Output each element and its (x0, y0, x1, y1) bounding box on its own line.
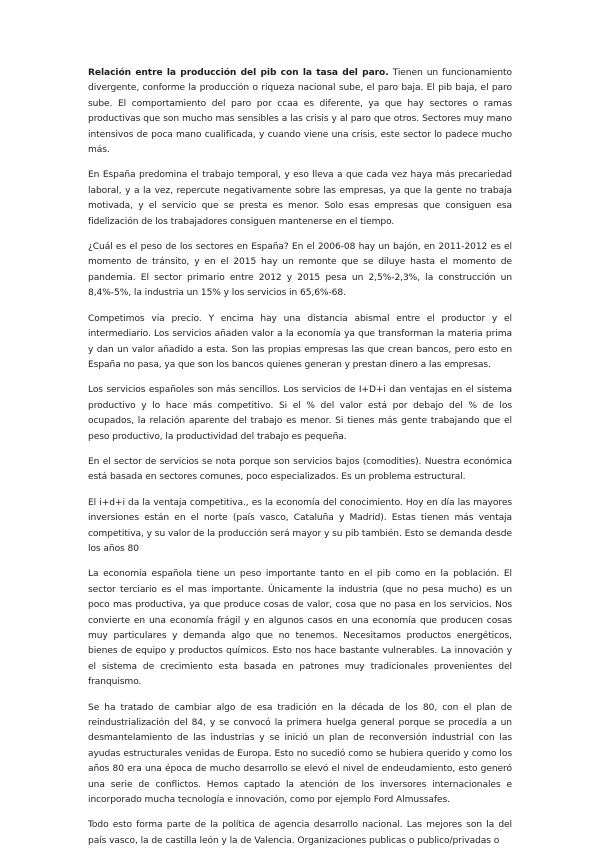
document-page (88, 66, 512, 849)
paragraph-6: En el sector de servicios se nota porque son servicios bajos (comodities). Nuestra económica está basada en sectores comunes, poco especializados. Es un problema estructural. (88, 456, 512, 483)
paragraph-1 (88, 66, 512, 158)
paragraph-9: Se ha tratado de cambiar algo de esa tradición en la década de los 80, con el plan de reindustrialización del 84, y se convocó la primera huelga general porque se procedía a un desmantelamiento de las industrias y se inició un plan de reconversión industrial con las ayudas estructurales venidas de Europa. Esto no sucedió como se hubiera querido y como los años 80 era una época de mucho desarrollo se elevó el nivel de endeudamiento, esto generó una serie de conflictos. Hemos captado la atención de los inversores internacionales e incorporado mucha tecnología e innovación, como por ejemplo Ford Almussafes. (88, 702, 512, 806)
paragraph-text: Tienen un funcionamiento divergente, conforme la producción o riqueza nacional sube, el paro baja. El pib baja, el paro sube. El comportamiento del paro por ccaa es diferente, ya que hay sectores o ramas productivas que son mucho mas sensibles a las crisis y al paro que otros. Sectores muy mano intensivos de poca mano cualificada, y cuando viene una crisis, este sector lo padece mucho más. (88, 68, 513, 156)
paragraph-7: El i+d+i da la ventaja competitiva., es la economía del conocimiento. Hoy en día las mayores inversiones están en el norte (país vasco, Cataluña y Madrid). Estas tienen más ventaja competitiva, y su valor de la producción será mayor y su pib también. Esto se demanda desde los años 80 (88, 497, 512, 554)
paragraph-4: Competimos via precio. Y encima hay una distancia abismal entre el productor y el intermediario. Los servicios añaden valor a la economía ya que transforman la materia prima y dan un valor añadido a esta. Son las propias empresas las que crean bancos, pero esto en España no pasa, ya que son los bancos quienes generan y prestan dinero a las empresas. (88, 313, 512, 370)
paragraph-5: Los servicios españoles son más sencillos. Los servicios de I+D+i dan ventajas en el sistema productivo y lo hace más competitivo. Si el % del valor está por debajo del % de los ocupados, la relación aparente del trabajo es menor. Si tienes más gente trabajando que el peso productivo, la productividad del trabajo es pequeña. (88, 385, 512, 442)
paragraph-2: En España predomina el trabajo temporal, y eso lleva a que cada vez haya más precariedad laboral, y a la vez, repercute negativamente sobre las empresas, ya que la gente no trabaja motivada, y el servicio que se presta es menor. Solo esas empresas que consiguen esa fidelización de los trabajadores consiguen mantenerse en el tiempo. (88, 170, 512, 227)
paragraph-3: ¿Cuál es el peso de los sectores en España? En el 2006-08 hay un bajón, en 2011-2012 es el momento de tránsito, y en el 2015 hay un remonte que se diluye hasta el momento de pandemia. El sector primario entre 2012 y 2015 pesa un 2,5%-2,3%, la construcción un 8,4%-5%, la industria un 15% y los servicios in 65,6%-68. (88, 242, 512, 299)
paragraph-8: La economía española tiene un peso importante tanto en el pib como en la población. El sector terciario es el mas importante. Únicamente la industria (que no pesa mucho) es un poco mas productiva, ya que produce cosas de valor, cosa que no pasa en los servicios. Nos convierte en una economía frágil y en algunos casos en una economía que producen cosas muy particulares y demanda algo que no tenemos. Necesitamos productos energéticos, bienes de equipo y productos químicos. Esto nos hace bastante vulnerables. La innovación y el sistema de crecimiento esta basada en patrones muy tradicionales provenientes del franquismo. (88, 569, 512, 688)
paragraph-heading: Relación entre la producción del pib con la tasa del paro. (88, 68, 389, 78)
paragraph-10: Todo esto forma parte de la política de agencia desarrollo nacional. Las mejores son la del país vasco, la de castilla león y la de Valencia. Organizaciones publicas o publico/privadas o (88, 820, 512, 846)
